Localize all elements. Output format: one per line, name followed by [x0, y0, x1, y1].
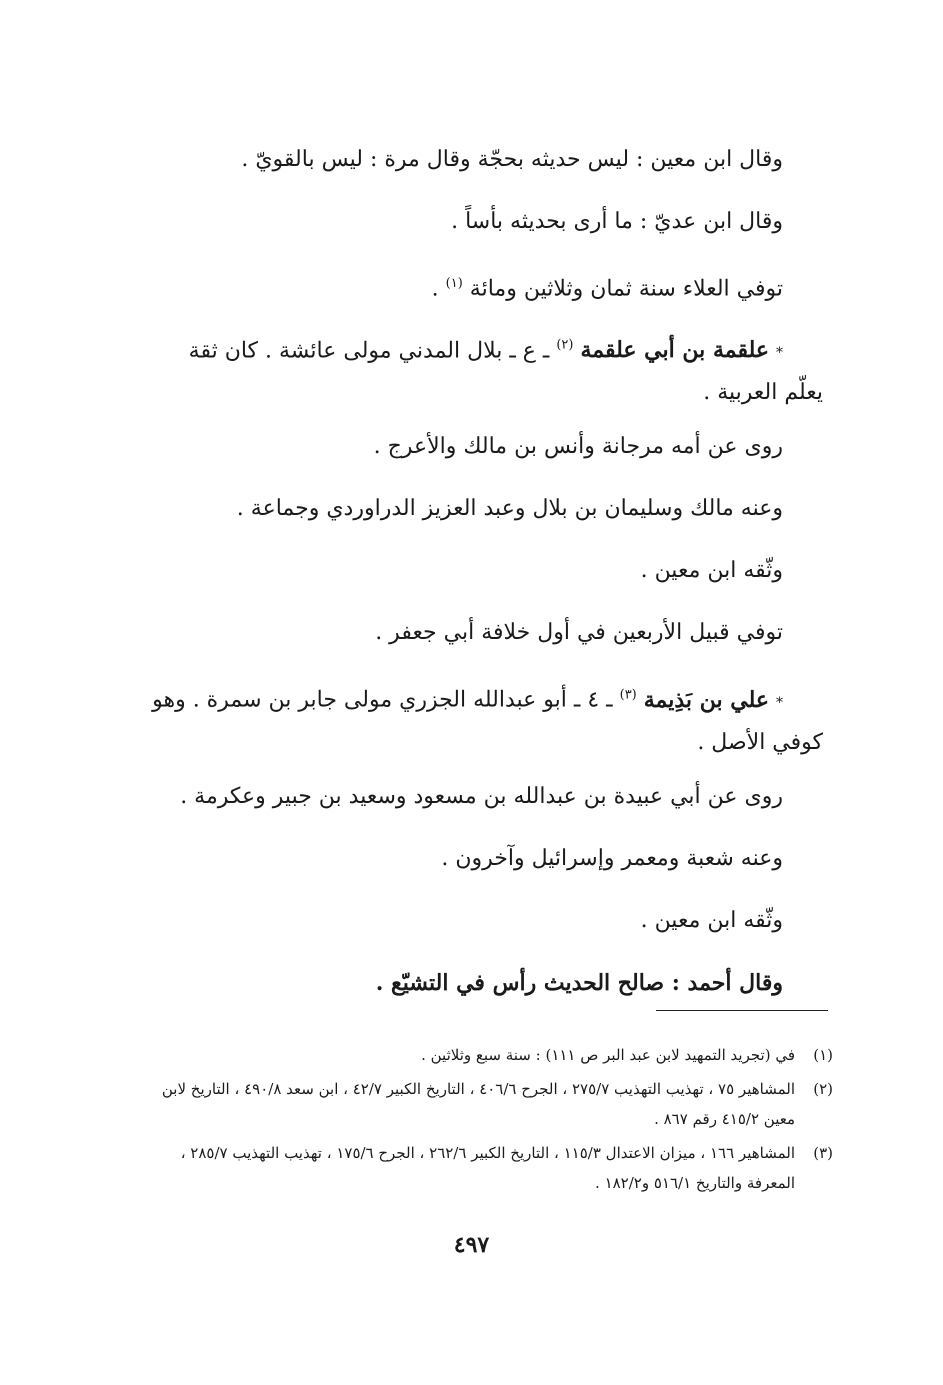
footnote-number: (٣)	[813, 1144, 833, 1162]
paragraph-text: توفي قبيل الأربعين في أول خلافة أبي جعفر .	[375, 620, 783, 646]
entry-text: ـ ع ـ بلال المدني مولى عائشة . كان ثقة يعلّم العربية .	[188, 338, 823, 406]
biography-entry	[150, 675, 823, 762]
paragraph-text: وقال أحمد : صالح الحديث رأس في التشيّع .	[375, 969, 783, 996]
paragraph-text: توفي العلاء سنة ثمان وثلاثين ومائة	[469, 276, 783, 302]
paragraph-text: وعنه شعبة ومعمر وإسرائيل وآخرون .	[441, 845, 783, 871]
paragraph-text: روى عن أمه مرجانة وأنس بن مالك والأعرج .	[373, 434, 783, 460]
footnote-reference: (٢)	[556, 338, 574, 353]
footnote-number: (٢)	[813, 1080, 833, 1098]
entry-star: *	[776, 694, 783, 711]
paragraph-text: وقال ابن عديّ : ما أرى بحديثه بأساً .	[451, 209, 783, 234]
paragraph	[150, 202, 823, 264]
paragraph	[150, 489, 823, 551]
entry-name: علقمة بن أبي علقمة	[580, 337, 769, 364]
paragraph	[150, 264, 823, 326]
footnote-text: المشاهير ١٦٦ ، ميزان الاعتدال ١١٥/٣ ، التاريخ الكبير ٢٦٢/٦ ، الجرح ١٧٥/٦ ، تهذيب التهذيب ٢٨٥/٧ ، المعرفة والتاريخ ٥١٦/١ و١٨٢/٢ .	[180, 1144, 795, 1192]
footnote-reference: (٣)	[619, 687, 637, 703]
paragraph	[150, 777, 823, 839]
footnote-text: في (تجريد التمهيد لابن عبد البر ص ١١١) : سنة سبع وثلاثين .	[421, 1046, 795, 1064]
footnote-separator	[656, 1010, 828, 1011]
biography-entry	[150, 326, 823, 413]
paragraph-text: وقال ابن معين : ليس حديثه بحجّة وقال مرة : ليس بالقويّ .	[241, 147, 783, 172]
paragraph	[150, 901, 823, 963]
paragraph-text: وثّقه ابن معين .	[640, 907, 783, 933]
entry-text: ـ ٤ ـ أبو عبدالله الجزري مولى جابر بن سمرة . وهو كوفي الأصل .	[152, 687, 823, 755]
footnote-text: المشاهير ٧٥ ، تهذيب التهذيب ٢٧٥/٧ ، الجرح ٤٠٦/٦ ، التاريخ الكبير ٤٢/٧ ، ابن سعد ٤٩٠/٨ ، التاريخ لابن معين ٤١٥/٢ رقم ٨٦٧ .	[161, 1080, 795, 1128]
main-text	[150, 140, 823, 1025]
paragraph	[150, 613, 823, 675]
footnote	[160, 1040, 833, 1070]
paragraph	[150, 839, 823, 901]
footnote	[160, 1138, 833, 1198]
paragraph	[150, 963, 823, 1025]
footnotes	[160, 1040, 833, 1202]
entry-name: علي بن بَذِيمة	[643, 686, 769, 713]
paragraph	[150, 551, 823, 613]
paragraph	[150, 427, 823, 489]
paragraph	[150, 140, 823, 202]
paragraph-text: روى عن أبي عبيدة بن عبدالله بن مسعود وسعيد بن جبير وعكرمة .	[180, 783, 783, 809]
footnote-number: (١)	[813, 1046, 833, 1064]
footnote	[160, 1074, 833, 1134]
paragraph-text: وعنه مالك وسليمان بن بلال وعبد العزيز الدراوردي وجماعة .	[236, 496, 783, 522]
footnote-reference: (١)	[445, 276, 463, 291]
entry-star: *	[776, 345, 783, 362]
paragraph-text: .	[431, 276, 439, 302]
page-number: ٤٩٧	[453, 1232, 490, 1258]
paragraph-text: وثّقه ابن معين .	[640, 558, 783, 584]
